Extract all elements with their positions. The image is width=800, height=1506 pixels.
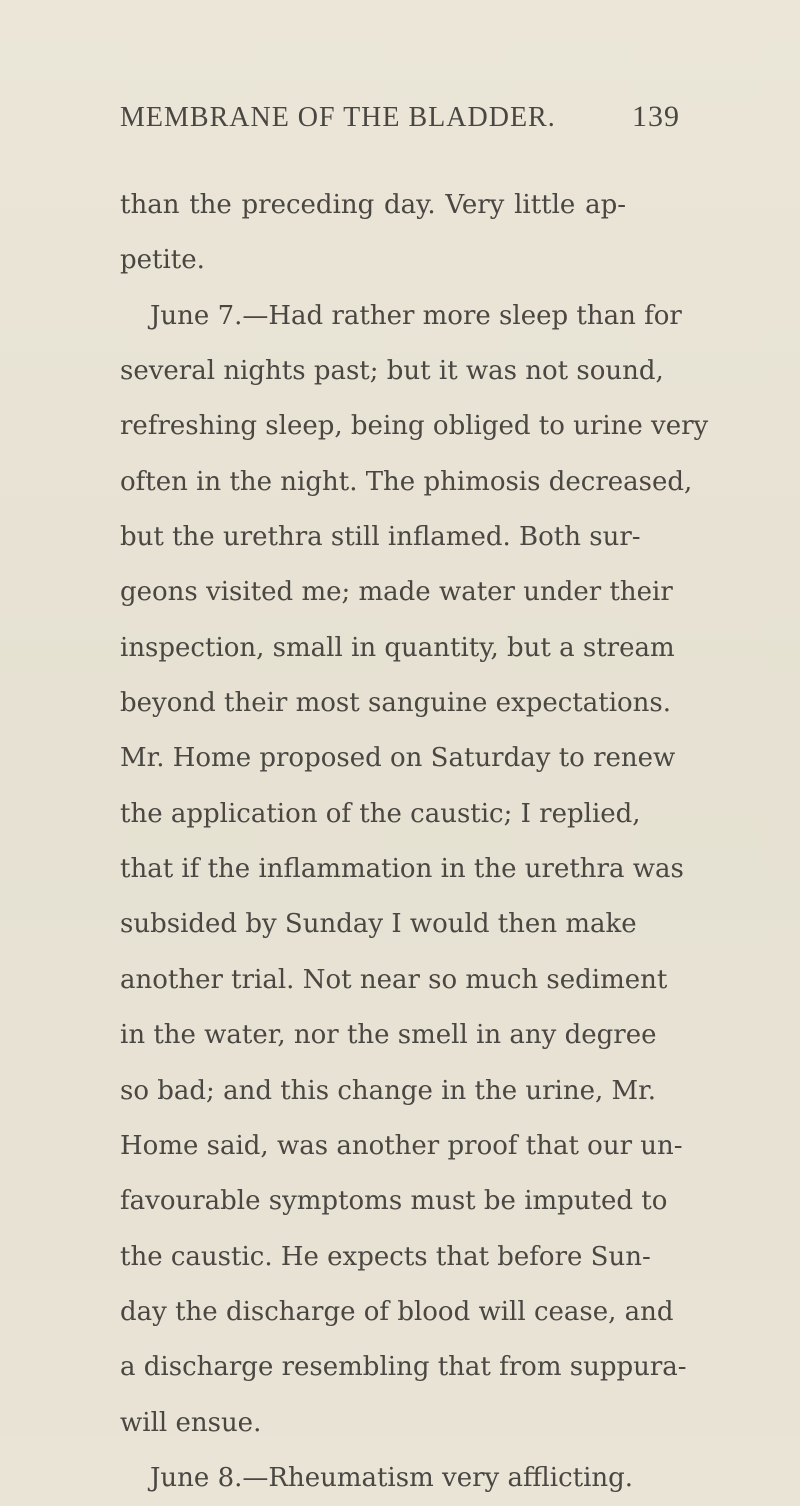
text-line: refreshing sleep, being obliged to urine very xyxy=(120,411,709,442)
text-line: Home said, was another proof that our un- xyxy=(120,1130,683,1161)
text-line: often in the night. The phimosis decreased, xyxy=(120,466,693,497)
body-text xyxy=(120,178,709,1506)
page-number: 139 xyxy=(632,100,680,133)
running-head xyxy=(120,102,680,142)
text-line: several nights past; but it was not sound, xyxy=(120,356,664,387)
text-line: the caustic. He expects that before Sun- xyxy=(120,1241,651,1272)
text-line: another trial. Not near so much sediment xyxy=(120,964,668,995)
text-line: that if the inflammation in the urethra was xyxy=(120,854,684,885)
running-head-title: MEMBRANE OF THE BLADDER. xyxy=(120,102,556,133)
text-line: the application of the caustic; I replied, xyxy=(120,798,641,829)
text-line: petite. xyxy=(120,245,205,276)
text-line: than the preceding day. Very little ap- xyxy=(120,190,626,220)
text-line: geons visited me; made water under their xyxy=(120,577,673,608)
text-line: June 8.—Rheumatism very afflicting. xyxy=(150,1462,634,1493)
text-line: in the water, nor the smell in any degree xyxy=(120,1020,657,1051)
text-line: subsided by Sunday I would then make xyxy=(120,909,637,940)
text-line: a discharge resembling that from suppura- xyxy=(120,1352,687,1383)
text-line: Mr. Home proposed on Saturday to renew xyxy=(120,743,676,774)
text-line: favourable symptoms must be imputed to xyxy=(120,1186,668,1217)
text-line: beyond their most sanguine expectations. xyxy=(120,688,672,719)
text-line: inspection, small in quantity, but a stream xyxy=(120,632,675,663)
text-line: day the discharge of blood will cease, and xyxy=(120,1296,674,1327)
text-line: but the urethra still inflamed. Both sur- xyxy=(120,522,641,553)
text-line: June 7.—Had rather more sleep than for xyxy=(150,300,682,331)
text-line: so bad; and this change in the urine, Mr. xyxy=(120,1075,656,1106)
text-line: will ensue. xyxy=(120,1407,262,1438)
